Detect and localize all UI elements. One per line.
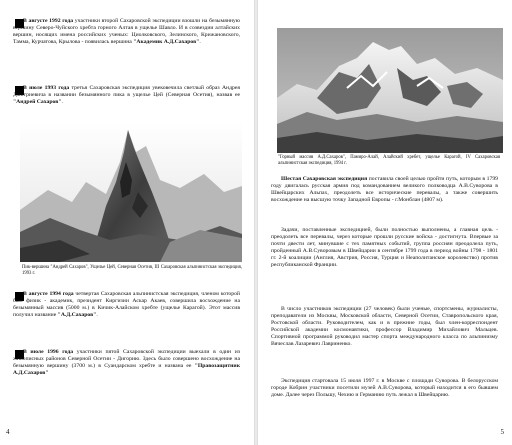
paragraph-text: участники второй Сахаровской экспедиции взошли на безымянную вершину Северо-Чуйского хребта горного Алтая в ущелье Шавло. И в созвездии алтайских вершин, носящих имена российских ученых: Циолковского, Зелинского, Крижановского, Тамма, Курчатова, Крылова - появилась вершина <box>13 18 240 46</box>
caption-text: Пик-вершина "Андрей Сахаров", Ущелье Цей, Северная Осетия, III Сахаровская альпинистская экспедиция, 1993 г. <box>22 265 242 276</box>
page-number: 5 <box>500 428 504 436</box>
peak-name: "А.Д.Сахаров" <box>57 312 97 319</box>
paragraph-1993 <box>13 85 240 106</box>
peak-name: "Андрей Сахаров" <box>13 99 62 106</box>
paragraph-sixth-expedition <box>271 176 498 204</box>
paragraph-end: . <box>199 39 201 46</box>
caption-text: "Горный массив А.Д.Сахаров", Памиро-Алай, Алайский хребет, ущелье Карагой, IV Сахаровская альпинистская экспедиция, 1994 г. <box>278 155 500 166</box>
photo-caption <box>22 265 242 277</box>
bold-intro: В июле 1993 года <box>23 85 70 91</box>
mountain-photo-image <box>20 122 242 262</box>
paragraph-tasks <box>271 227 498 270</box>
paragraph-end: . <box>61 99 63 106</box>
paragraph-start <box>271 378 498 399</box>
paragraph-1994 <box>13 291 240 319</box>
left-page <box>0 0 254 445</box>
paragraph-text: В число участников экспедиции (27 человек) были ученые, спортсмены, журналисты, преподаватели из Москвы, Московской области, Северной Осетии, Ставропольского края, Ростовской области. Руководителем, как и в прежние годы, был член-корреспондент Российской академии космонавтики, профессор Владимир Михайлович Мальцев. Спортивной программой руководил мастер спорта международного класса по альпинизму Вячеслав Лазаревич Лавриненко. <box>271 306 498 348</box>
paragraph-text: поставила своей целью пройти путь, которым в 1799 году двигалась русская армия под командованием великого полководца А.В.Суворова в Швейцарских Альпах, преодолеть все исторические перевалы, а также совершить восхождение на высшую точку Западной Европы - г.Монблан (4807 м). <box>271 176 499 204</box>
paragraph-text: третья Сахаровская экспедиция увековечила светлый образ Андрея Дмитриевича в названии безымянного пика в ущелье Цей (Северная Осетия), назвав ее <box>13 85 240 99</box>
right-page <box>258 0 512 445</box>
paragraph-text: Задачи, поставленные экспедицией, были полностью выполнены, а главная цель - преодолеть все перевалы, через которые прошли русские войска - достигнута. Впервые за почти двести лет, минувшие с тех памятных событий, группа россиян преодолела путь, пройденный А.В.Суворовым в Швейцарии в сентябре 1799 года в период войны 1798 - 1801 гг. 2-й коалиции (Англия, Австрия, Россия, Турция и Неаполитанское королевство) против республиканской Франции. <box>271 227 498 269</box>
mountain-range-photo-image <box>277 28 503 153</box>
paragraph-text: участники пятой Сахаровской экспедиции выехали в один из живописных районов Северной Осетии - Дигорию. Здесь было совершено восхождение на безымянную вершину (3700 м.) в Суандарском хребте и названа ее <box>13 349 240 370</box>
paragraph-end: . <box>96 312 98 319</box>
paragraph-text: четвертая Сахаровская альпинистская экспедиция, членом которой был физик - академик, президент Киргизии Аскар Акаев, совершила восхождение на безымянный массив (5000 м.) в Кичик-Алайском хребте (ущелье Карагой). Этот массив получил название <box>13 291 240 319</box>
bold-intro: В августе 1994 года <box>23 291 74 297</box>
bold-intro: Шестая Сахаровская экспедиция <box>281 176 368 182</box>
paragraph-1992 <box>13 18 240 46</box>
page-number: 4 <box>6 428 10 436</box>
peak-name: "Правозащитник А.Д.Сахаров" <box>13 363 240 377</box>
paragraph-participants <box>271 306 498 349</box>
paragraph-1996 <box>13 349 240 377</box>
photo-peak-andrei-sakharov <box>20 122 242 262</box>
peak-name: "Академик А.Д.Сахаров" <box>133 39 200 46</box>
bold-intro: В августе 1992 года <box>23 18 74 24</box>
photo-caption <box>278 155 500 167</box>
photo-massif-sakharov <box>277 28 503 153</box>
paragraph-text: Экспедиция стартовала 15 июля 1997 г. в Москве с площади Суворова. В белорусском городе Кобрин участники посетили музей А.В.Суворова, который находится в его бывшем доме. Далее через Польшу, Чехию и Германию путь лежал в Швейцарию. <box>271 378 498 399</box>
bold-intro: В июле 1996 года <box>23 349 74 355</box>
